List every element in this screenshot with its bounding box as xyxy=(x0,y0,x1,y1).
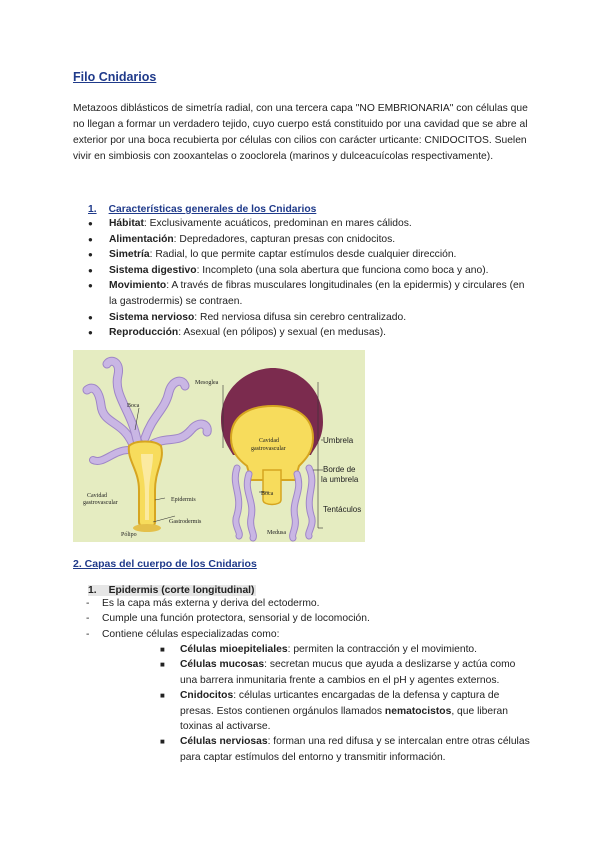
label-boca-right: Boca xyxy=(261,491,274,497)
section-1-number: 1. xyxy=(88,204,97,215)
intro-paragraph: Metazoos diblásticos de simetría radial, con una tercera capa "NO EMBRIONARIA" con células que no llegan a formar un verdadero tejido, cuyo cuerpo está constituido por una cavidad que se abre al exterior por una boca recubierta por células con cilios con carácter urticante: CNIDOCITOS. Suelen vivir en simbiosis con zooxantelas o zooclorela (marinos y dulceacuícolas respectivamente). xyxy=(73,103,528,162)
subsection-heading xyxy=(88,585,256,596)
list-item-text: : Asexual (en pólipos) y sexual (en medusas). xyxy=(178,327,386,339)
label-epidermis: Epidermis xyxy=(171,497,196,503)
diagram-svg xyxy=(73,350,365,542)
characteristics-list xyxy=(88,216,528,341)
list-item-term: Simetría xyxy=(109,249,150,261)
list-item-text: : Red nerviosa difusa sin cerebro centralizado. xyxy=(194,311,407,323)
list-item-text: , que liberan toxinas al activarse. xyxy=(180,705,508,733)
list-item xyxy=(88,278,528,309)
section-1-heading xyxy=(88,204,528,215)
list-item-text: : Exclusivamente acuáticos, predominan en mares cálidos. xyxy=(143,218,412,229)
list-item xyxy=(180,657,530,688)
page-title: Filo Cnidarios xyxy=(73,70,157,84)
label-polipo: Pólipo xyxy=(121,532,137,538)
list-item xyxy=(88,216,528,232)
list-item-text: : forman una red difusa y se intercalan entre otras células para captar estímulos del entorno y transmitir información. xyxy=(180,736,530,763)
section-2-heading: 2. Capas del cuerpo de los Cnidarios xyxy=(73,558,257,570)
section-characteristics xyxy=(88,204,528,341)
list-item-text: : A través de fibras musculares longitudinales (en la epidermis) y circulares (en la gastrodermis) se contraen. xyxy=(109,280,525,307)
subsection-number: 1. xyxy=(88,585,97,596)
label-boca-left: Boca xyxy=(127,403,140,409)
polyp-base xyxy=(133,524,161,532)
list-item-term: nematocistos xyxy=(384,705,452,717)
list-item-term: Células mucosas xyxy=(180,659,265,671)
list-item-term: Alimentación xyxy=(109,233,174,245)
section-1-title: Características generales de los Cnidarios xyxy=(108,204,317,215)
medusa-manubrium xyxy=(263,470,281,505)
label-cavidad-right-1: Cavidad xyxy=(259,438,279,444)
epidermis-list xyxy=(88,596,528,642)
list-item: - Contiene células especializadas como: xyxy=(86,627,528,642)
list-item xyxy=(180,642,530,657)
list-item-text: : permiten la contracción y el movimiento. xyxy=(287,644,478,655)
list-item-term: Sistema nervioso xyxy=(109,311,195,323)
list-item xyxy=(88,263,528,279)
list-item xyxy=(88,232,528,248)
list-item-text: : Incompleto (una sola abertura que funciona como boca y ano). xyxy=(196,264,489,276)
label-gastrodermis: Gastrodermis xyxy=(169,519,202,525)
section-epidermis xyxy=(88,585,528,642)
list-item-text: : Radial, lo que permite captar estímulos desde cualquier dirección. xyxy=(149,249,457,261)
subsection-title: Epidermis (corte longitudinal) xyxy=(108,585,255,596)
list-item xyxy=(88,325,528,341)
label-cavidad-left-1: Cavidad xyxy=(87,493,107,499)
list-item-term: Reproducción xyxy=(109,327,179,339)
list-item-term: Células mioepiteliales xyxy=(180,644,288,655)
list-item-text: : células urticantes encargadas de la defensa y captura de presas. Estos contienen orgánulos llamados xyxy=(180,690,500,717)
label-cavidad-left-2: gastrovascular xyxy=(83,500,118,506)
list-item-text: : secretan mucus que ayuda a deslizarse y actúa como una barrera inmunitaria frente a cambios en el pH y agentes externos. xyxy=(180,659,516,686)
list-item-term: Células nerviosas xyxy=(180,736,268,748)
list-item xyxy=(88,310,528,326)
label-mesoglea: Mesoglea xyxy=(195,380,219,386)
list-item xyxy=(180,688,530,734)
label-umbrela: Umbrela xyxy=(323,436,354,445)
cell-types-list xyxy=(180,642,530,765)
list-item-term: Movimiento xyxy=(109,280,167,292)
list-item: - Cumple una función protectora, sensorial y de locomoción. xyxy=(86,611,528,626)
list-item: - Es la capa más externa y deriva del ectodermo. xyxy=(86,596,528,611)
label-cavidad-right-2: gastrovascular xyxy=(251,446,286,452)
label-borde-2: la umbrela xyxy=(321,475,359,484)
list-item xyxy=(88,247,528,263)
label-borde-1: Borde de xyxy=(323,465,356,474)
cnidarian-diagram xyxy=(73,350,365,542)
label-medusa: Medusa xyxy=(267,530,286,536)
label-tentaculos: Tentáculos xyxy=(323,505,362,514)
list-item-term: Sistema digestivo xyxy=(109,264,197,276)
list-item xyxy=(180,734,530,765)
list-item-term: Hábitat xyxy=(109,218,144,229)
list-item-text: : Depredadores, capturan presas con cnidocitos. xyxy=(173,233,396,245)
list-item-term: Cnidocitos xyxy=(180,690,234,702)
